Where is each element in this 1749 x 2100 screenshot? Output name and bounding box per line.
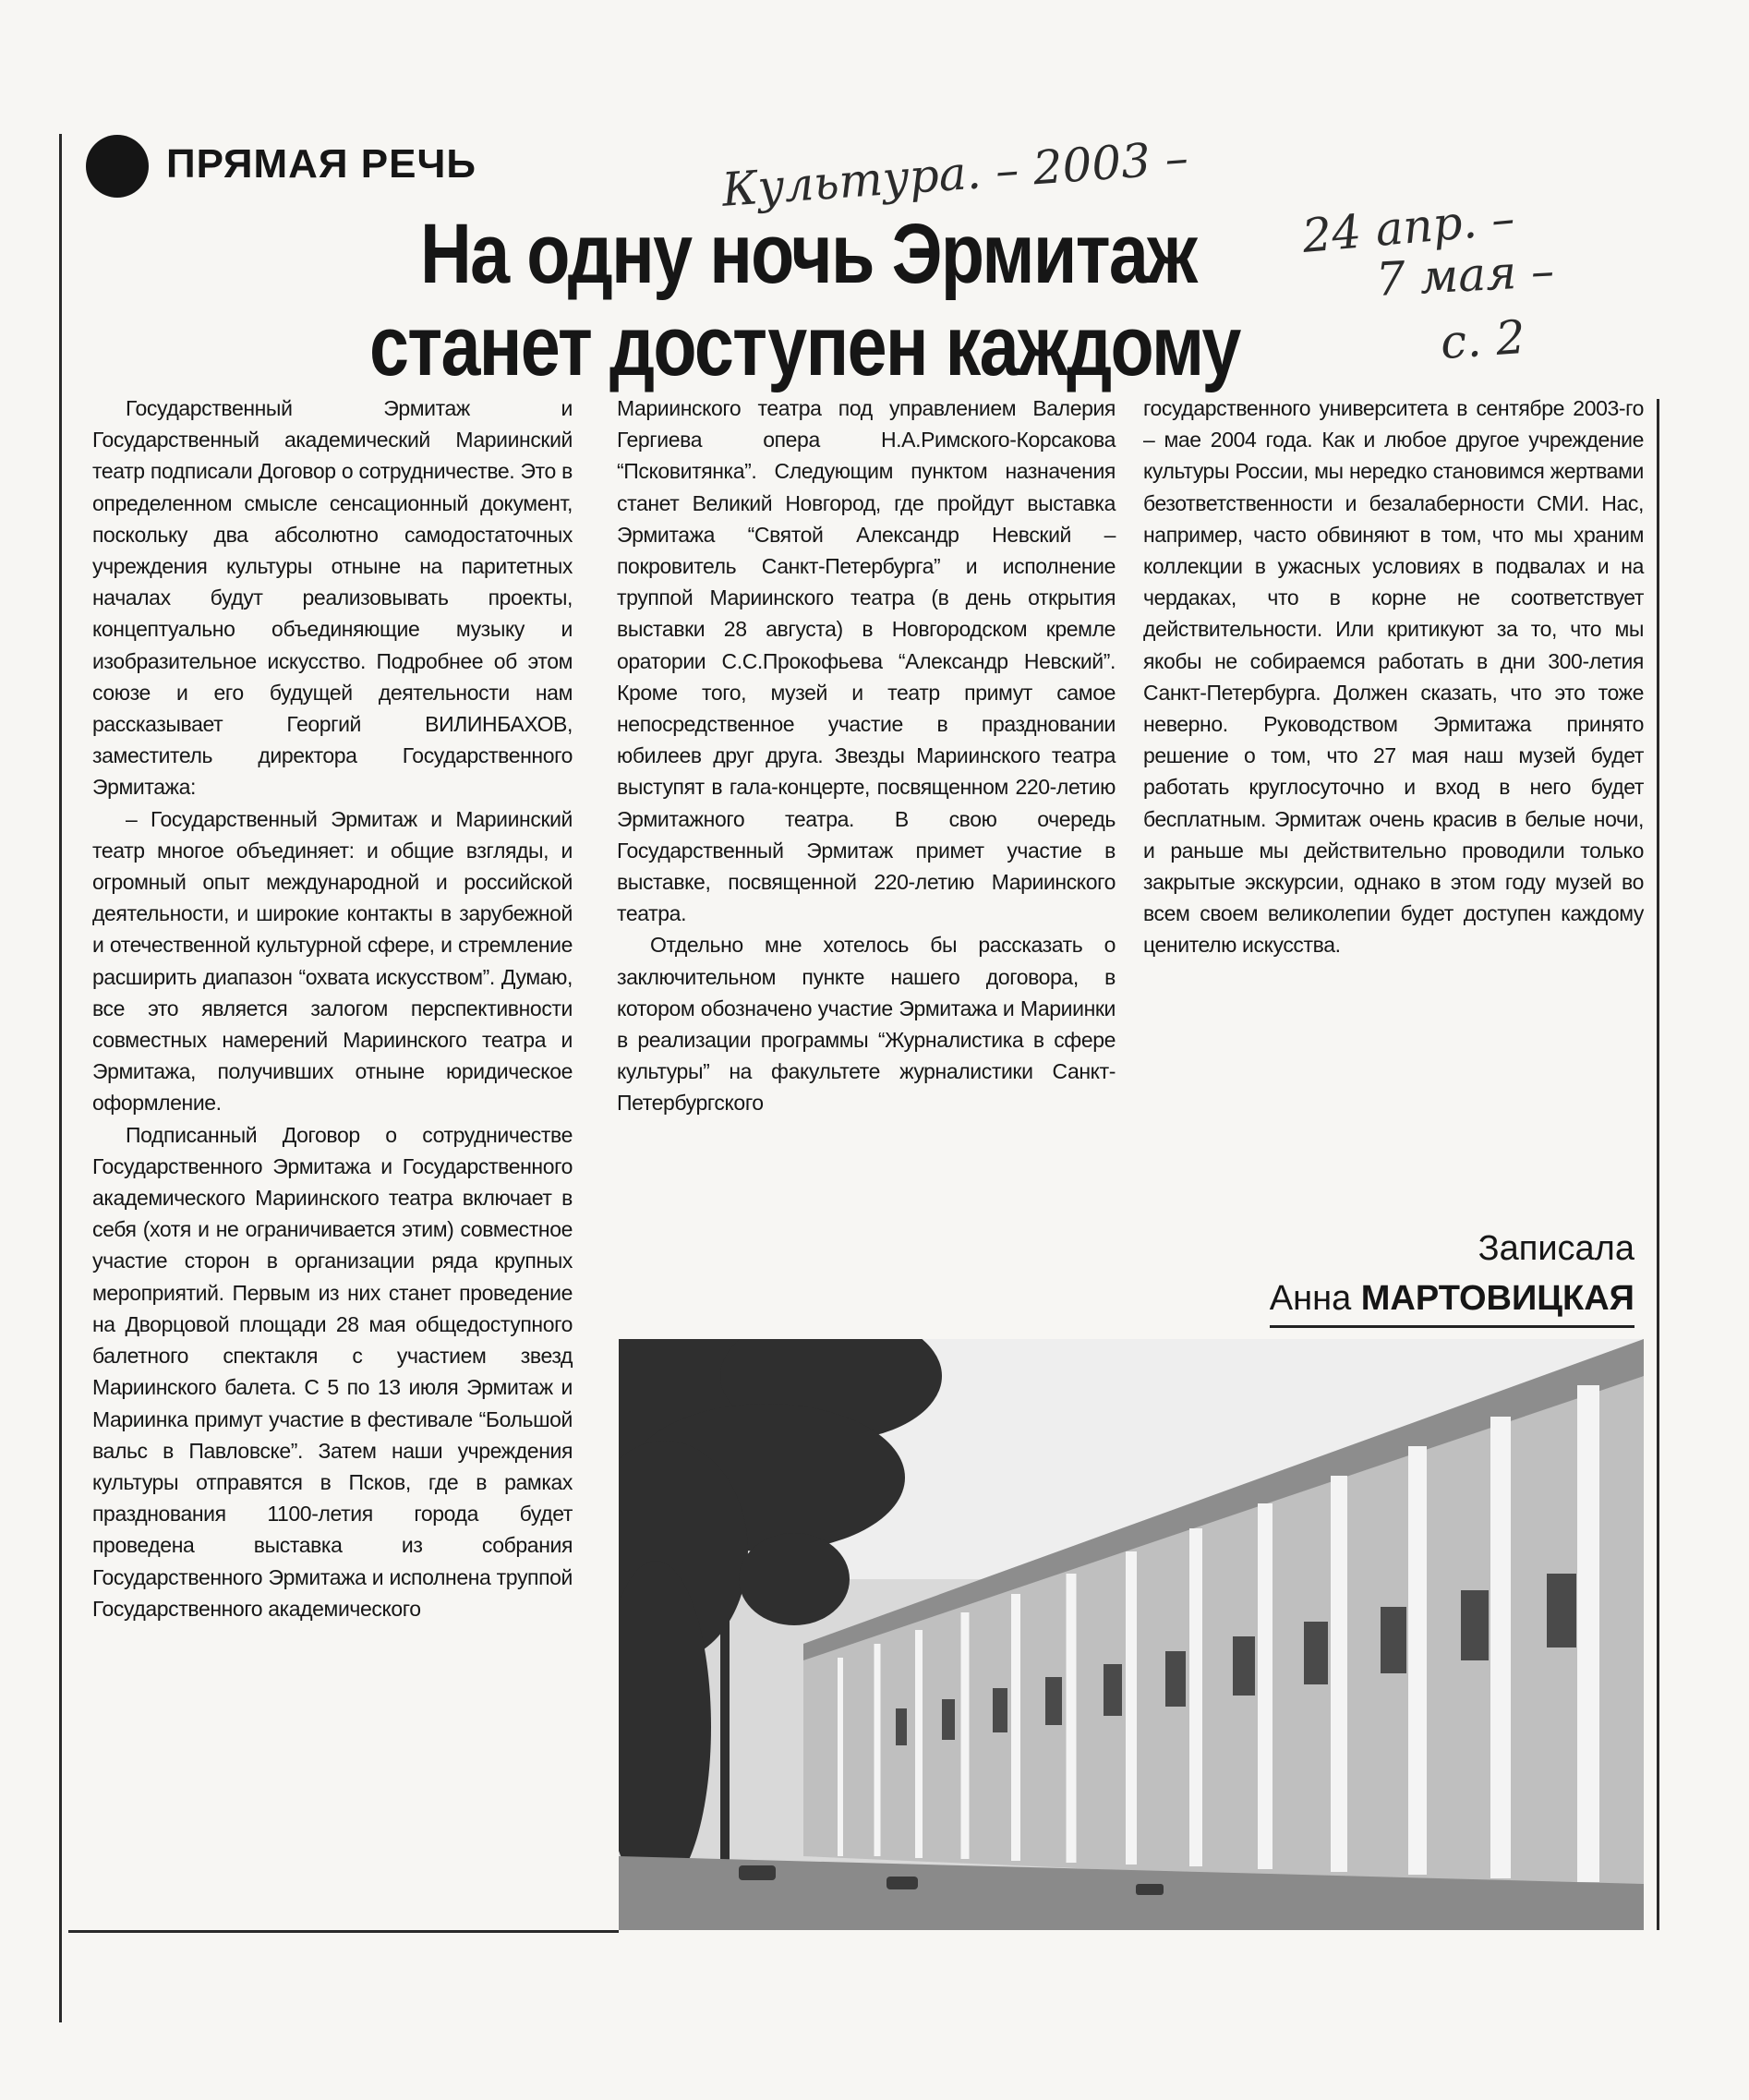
article-column-1: [92, 392, 573, 1624]
article-paragraph: Мариинского театра под управлением Валерия Гергиева опера Н.А.Римского-Корсакова “Псковитянка”. Следующим пунктом назначения станет Великий Новгород, где пройдут выставка Эрмитажа “Святой Александр Невский – покровитель Санкт-Петербурга” и исполнение труппой Мариинского театра (в день открытия выставки 28 августа) в Новгородском кремле оратории С.С.Прокофьева “Александр Невский”. Кроме того, музей и театр примут самое непосредственное участие в праздновании юбилеев друг друга. Звезды Мариинского театра выступят в гала-концерте, посвященном 220-летию Эрмитажного театра. В свою очередь Государственный Эрмитаж примет участие в выставке, посвященной 220-летию Мариинского театра.: [617, 396, 1116, 926]
handwritten-note-line2: 24 апр. –: [1299, 191, 1517, 263]
byline-first-name: Анна: [1269, 1279, 1352, 1318]
article-paragraph: Государственный Эрмитаж и Государственный академический Мариинский театр подписали Договор о сотрудничестве. Это в определенном смысле сенсационный документ, поскольку два абсолютно самодостаточных учреждения культуры отныне на паритетных началах будут реализовывать проекты, концептуально объединяющие музыку и изобразительное искусство. Подробнее об этом союзе и его будущей деятельности нам рассказывает Георгий ВИЛИНБАХОВ, заместитель директора Государственного Эрмитажа:: [92, 396, 573, 800]
article-paragraph: Отдельно мне хотелось бы рассказать о заключительном пункте нашего договора, в котором обозначено участие Эрмитажа и Мариинки в реализации программы “Журналистика в сфере культуры” на факультете журналистики Санкт-Петербургского: [617, 933, 1116, 1116]
handwritten-note-line3: 7 мая –: [1374, 243, 1556, 308]
handwritten-note-line4: с. 2: [1439, 309, 1527, 370]
headline-line1: На одну ночь Эрмитаж: [420, 207, 1197, 301]
article-paragraph: государственного университета в сентябре 2003-го – мае 2004 года. Как и любое другое учреждение культуры России, мы нередко становимся жертвами безответственности и безалаберности СМИ. Нас, например, часто обвиняют в том, что мы храним коллекции в ужасных условиях в подвалах и на чердаках, что в корне не соответствует действительности. Или критикуют за то, что мы якобы не собираемся работать в дни 300-летия Санкт-Петербурга. Должен сказать, что это тоже неверно. Руководством Эрмитажа принято решение о том, что 27 мая наш музей будет работать круглосуточно и вход в него будет бесплатным. Эрмитаж очень красив в белые ночи, и раньше мы действительно проводили только закрытые экскурсии, однако в этом году музей во всем своем великолепии будет доступен каждому ценителю искусства.: [1143, 396, 1644, 958]
right-column-rule: [1657, 399, 1659, 1930]
winter-palace-illustration: [619, 1339, 1644, 1930]
hermitage-photo: [619, 1339, 1644, 1930]
byline-author: [1270, 1273, 1634, 1328]
handwritten-note-line1: Культура. – 2003 –: [719, 130, 1190, 217]
byline: [1270, 1224, 1634, 1328]
bottom-rule: [68, 1930, 619, 1933]
byline-label: Записала: [1478, 1229, 1634, 1268]
rubric-bullet-icon: [86, 135, 149, 198]
byline-surname: МАРТОВИЦКАЯ: [1360, 1279, 1634, 1318]
rubric-label: ПРЯМАЯ РЕЧЬ: [166, 141, 477, 187]
article-paragraph: – Государственный Эрмитаж и Мариинский театр многое объединяет: и общие взгляды, и огромный опыт международной и российской деятельности, и широкие контакты в зарубежной и отечественной культурной сфере, и стремление расширить диапазон “охвата искусством”. Думаю, все это является залогом перспективности совместных намерений Мариинского театра и Эрмитажа, получивших отныне юридическое оформление.: [92, 806, 573, 1116]
article-column-3: [1143, 392, 1644, 961]
article-column-2: [617, 392, 1116, 1119]
left-column-rule: [59, 134, 62, 2022]
headline-line2: станет доступен каждому: [369, 299, 1240, 393]
article-paragraph: Подписанный Договор о сотрудничестве Государственного Эрмитажа и Государственного академического Мариинского театра включает в себя (хотя и не ограничивается этим) совместное участие сторон в организации ряда крупных мероприятий. Первым из них станет проведение на Дворцовой площади 28 мая общедоступного балетного спектакля с участием звезд Мариинского балета. С 5 по 13 июля Эрмитаж и Мариинка примут участие в фестивале “Большой вальс в Павловске”. Затем наши учреждения культуры отправятся в Псков, где в рамках празднования 1100-летия города будет проведена выставка из собрания Государственного Эрмитажа и исполнена труппой Государственного академического: [92, 1122, 573, 1621]
